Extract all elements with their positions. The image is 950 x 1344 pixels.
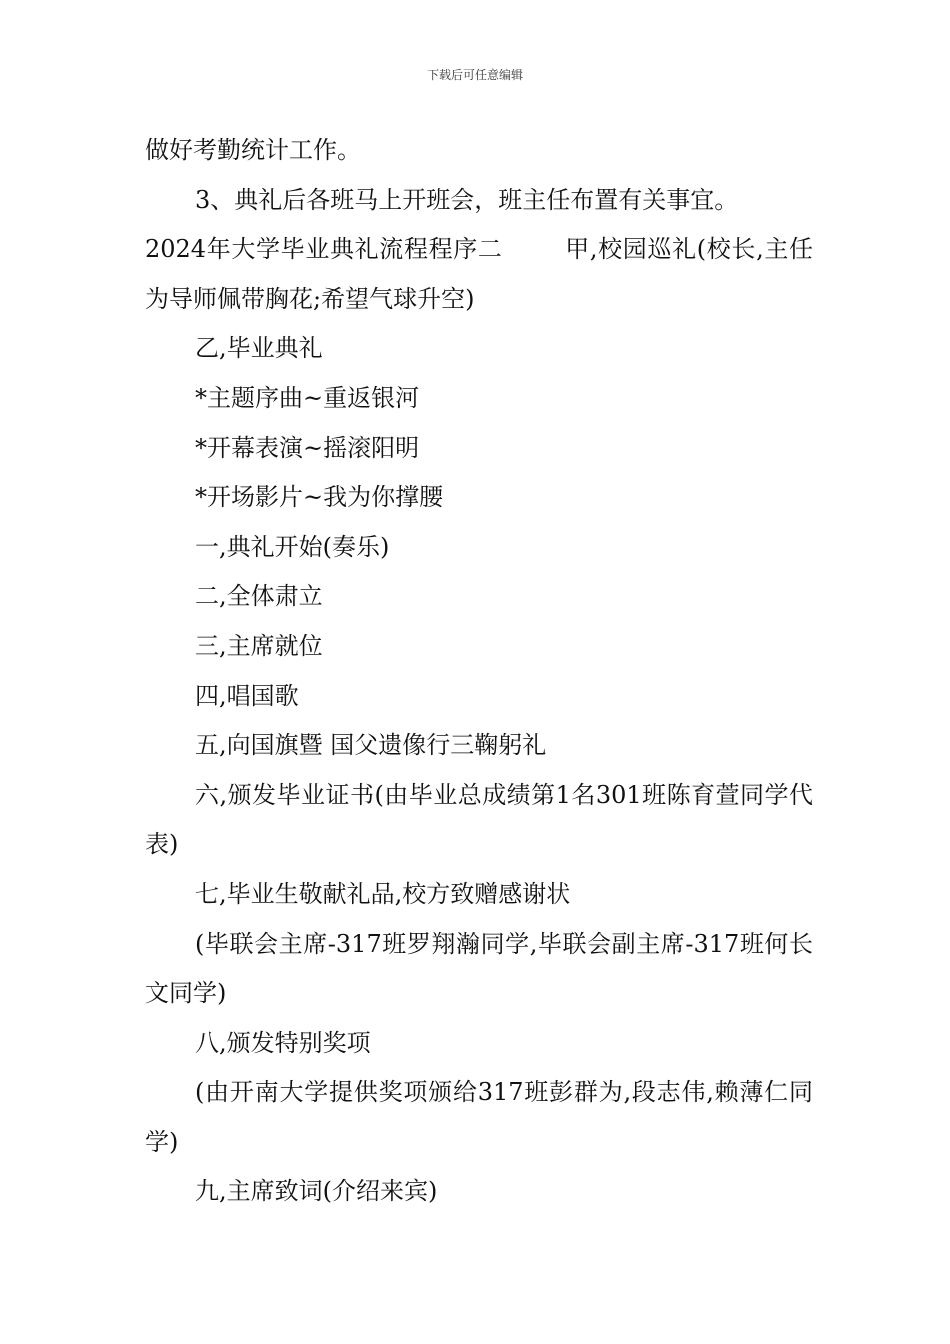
paragraph-title-line: [145, 225, 813, 324]
paragraph: 3、典礼后各班马上开班会，班主任布置有关事宜。: [195, 185, 739, 214]
page-header-note: 下载后可任意编辑: [426, 68, 523, 82]
paragraph: 二,全体肃立: [195, 582, 323, 611]
paragraph: *主题序曲~重返银河: [195, 383, 420, 412]
paragraph: *开幕表演~摇滚阳明: [195, 433, 420, 462]
paragraph: 乙,毕业典礼: [195, 334, 323, 363]
document-body: [145, 126, 813, 1217]
paragraph: 四,唱国歌: [195, 681, 299, 710]
paragraph: (毕联会主席-317班罗翔瀚同学,毕联会副主席-317班何长文同学): [145, 929, 813, 1008]
paragraph: 九,主席致词(介绍来宾): [195, 1177, 438, 1206]
paragraph: 七,毕业生敬献礼品,校方致赠感谢状: [195, 879, 571, 908]
paragraph: 六,颁发毕业证书(由毕业总成绩第1名301班陈育萱同学代表): [145, 780, 813, 859]
paragraph: 做好考勤统计工作。: [145, 136, 361, 164]
paragraph: (由开南大学提供奖项颁给317班彭群为,段志伟,赖薄仁同学): [145, 1078, 813, 1156]
paragraph: 一,典礼开始(奏乐): [195, 532, 390, 561]
paragraph: 五,向国旗暨 国父遗像行三鞠躬礼: [195, 731, 547, 760]
paragraph: *开场影片~我为你撑腰: [195, 483, 444, 512]
paragraph: 八,颁发特别奖项: [195, 1028, 371, 1057]
paragraph: 三,主席就位: [195, 631, 323, 660]
paragraph-text: 甲,校园巡礼(校长,主任为导师佩带胸花;希望气球升空): [145, 235, 814, 313]
section-title: 2024年大学毕业典礼流程程序二: [145, 235, 503, 264]
